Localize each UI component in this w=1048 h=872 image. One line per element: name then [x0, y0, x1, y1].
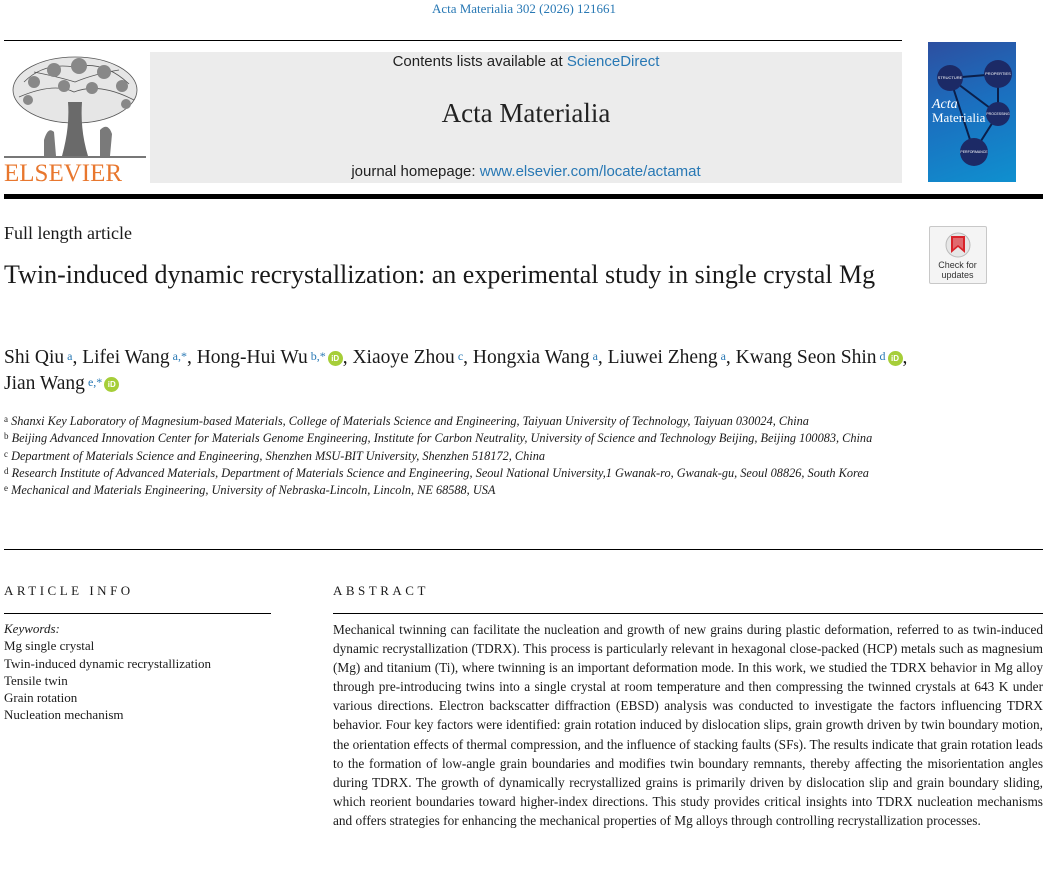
author-separator: ,: [725, 347, 736, 368]
homepage-line: [150, 162, 902, 182]
author: [473, 347, 598, 368]
cover-word: PERFORMANCE: [960, 150, 988, 154]
journal-cover-image[interactable]: [928, 42, 1016, 182]
contents-line: [150, 52, 902, 72]
affiliation: [4, 413, 904, 430]
author: [82, 347, 187, 368]
affiliation-key: b: [4, 431, 9, 442]
affiliation-key: e: [4, 483, 8, 494]
affiliation-list: [4, 413, 904, 499]
affiliation-text: Mechanical and Materials Engineering, University of Nebraska-Lincoln, Lincoln, NE 68588, USA: [8, 483, 496, 498]
sciencedirect-link[interactable]: ScienceDirect: [566, 53, 660, 70]
orcid-icon[interactable]: iD: [328, 351, 343, 366]
author-separator: ,: [597, 347, 608, 368]
author-name[interactable]: Hongxia Wang: [472, 347, 590, 368]
author: [608, 347, 726, 368]
author-separator: ,: [72, 347, 83, 368]
author-affiliation-marker[interactable]: d: [876, 349, 886, 363]
author-name[interactable]: Jian Wang: [4, 373, 85, 394]
author: [197, 347, 343, 368]
affiliation: [4, 482, 904, 499]
author-name[interactable]: Kwang Seon Shin: [735, 347, 877, 368]
affiliation: [4, 448, 904, 465]
author-separator: ,: [463, 347, 473, 368]
top-divider: [4, 40, 902, 41]
affiliation: [4, 430, 904, 447]
keyword: Mg single crystal: [4, 638, 95, 654]
article-info-heading: ARTICLE INFO: [4, 583, 134, 598]
author-name[interactable]: Lifei Wang: [82, 347, 170, 368]
cover-graphic-icon: [928, 42, 1016, 182]
author-name[interactable]: Shi Qiu: [4, 347, 65, 368]
elsevier-tree-icon: [4, 52, 146, 162]
affiliation-key: d: [4, 465, 9, 476]
author-affiliation-marker[interactable]: b,*: [307, 349, 326, 363]
author-affiliation-marker[interactable]: a: [64, 349, 73, 363]
author-list: [4, 345, 914, 397]
author: [352, 347, 463, 368]
affiliation-key: a: [4, 414, 8, 424]
author-name[interactable]: Hong-Hui Wu: [196, 347, 308, 368]
author-affiliation-marker[interactable]: c: [454, 349, 464, 363]
affiliation: [4, 465, 904, 482]
keywords-list: [4, 637, 271, 723]
contents-prefix: Contents lists available at: [392, 53, 567, 70]
keyword: Tensile twin: [4, 672, 68, 688]
journal-citation-link[interactable]: Acta Materialia 302 (2026) 121661: [431, 1, 617, 16]
cover-title-line2: Materialia: [932, 110, 986, 125]
abstract-text: Mechanical twinning can facilitate the nucleation and growth of new grains during plastic deformation, referred to as twin-induced dynamic recrystallization (TDRX). This process is particularly relevant in hexagonal close-packed (HCP) metals such as magnesium (Mg) and titanium (Ti), where twinning is an important deformation mode. In this work, we studied the TDRX behavior in Mg alloy through pre-introducing twins into a single crystal at room temperature and then compressing the twinned crystals at 643 K under various directions. Electron backscatter diffraction (EBSD) analysis was conducted to investigate the factors influencing TDRX behavior. Four key factors were identified: grain rotation induced by dislocation slips, grain growth driven by twin boundary motion, the orientation effects of thermal compression, and the influence of stacking faults (SFs). The results indicate that grain rotation leads to the formation of low-angle grain boundaries and modifies twin boundary remnants, thereby affecting the misorientation angles during TDRX. The growth of dynamically recrystallized grains is primarily driven by dislocation slip and grain boundary sliding, which reorient boundaries toward higher-index directions. This study provides critical insights into TDRX nucleation mechanisms and offers strategies for enhancing the mechanical properties of Mg alloys through controlling recrystallization processes.: [333, 622, 1043, 828]
author-separator: ,: [902, 347, 908, 368]
crossmark-label: [929, 260, 986, 280]
author-name[interactable]: Liuwei Zheng: [607, 347, 718, 368]
author-affiliation-marker[interactable]: e,*: [84, 375, 103, 389]
affiliation-text: Shanxi Key Laboratory of Magnesium-based Materials, College of Materials Science and Engineering, Taiyuan University of Technology, Taiyuan 030024, China: [8, 414, 809, 428]
author-name[interactable]: Xiaoye Zhou: [352, 347, 455, 368]
article-type: Full length article: [4, 223, 132, 243]
author-affiliation-marker[interactable]: a,*: [169, 349, 187, 363]
affiliation-text: Beijing Advanced Innovation Center for Materials Genome Engineering, Institute for Carbon Neutrality, University of Science and Technology Beijing, Beijing 100083, China: [8, 431, 873, 446]
paper-title: Twin-induced dynamic recrystallization: an experimental study in single crystal Mg: [4, 260, 876, 289]
crossmark-label-line1: Check for: [938, 260, 977, 270]
cover-title-line1: Acta: [932, 97, 958, 112]
keyword: Twin-induced dynamic recrystallization: [4, 655, 212, 671]
keywords-label: Keywords:: [4, 621, 60, 636]
author-separator: ,: [342, 347, 353, 368]
author-affiliation-marker[interactable]: a: [717, 349, 726, 363]
orcid-icon[interactable]: iD: [888, 351, 903, 366]
author-separator: ,: [186, 347, 197, 368]
keywords-block: [4, 620, 271, 724]
journal-homepage-link[interactable]: www.elsevier.com/locate/actamat: [479, 163, 701, 180]
author: [4, 347, 72, 368]
abstract-divider: [333, 613, 1043, 614]
orcid-icon[interactable]: iD: [104, 377, 119, 392]
cover-word: PROPERTIES: [985, 71, 1011, 76]
cover-word: STRUCTURE: [937, 75, 963, 80]
affiliation-text: Department of Materials Science and Engineering, Shenzhen MSU-BIT University, Shenzhen 518172, China: [8, 448, 545, 463]
cover-word: PROCESSING: [986, 112, 1010, 116]
section-divider: [4, 549, 1043, 550]
author-affiliation-marker[interactable]: a: [589, 349, 598, 363]
affiliation-text: Research Institute of Advanced Materials, Department of Materials Science and Engineering, Seoul National University,1 Gwanak-ro, Gwanak-gu, Seoul 08826, South Korea: [8, 465, 869, 480]
keyword: Grain rotation: [4, 690, 78, 706]
abstract-heading: ABSTRACT: [333, 583, 429, 598]
homepage-prefix: journal homepage:: [351, 163, 480, 180]
keyword: Nucleation mechanism: [4, 707, 124, 723]
crossmark-label-line2: updates: [941, 270, 974, 280]
journal-title: Acta Materialia: [441, 98, 611, 128]
affiliation-key: c: [4, 448, 8, 459]
elsevier-wordmark: ELSEVIER: [4, 160, 123, 187]
author: [4, 373, 119, 394]
header-divider: [4, 194, 1043, 199]
author: [736, 347, 903, 368]
crossmark-icon: [930, 227, 986, 261]
article-info-divider: [4, 613, 271, 614]
